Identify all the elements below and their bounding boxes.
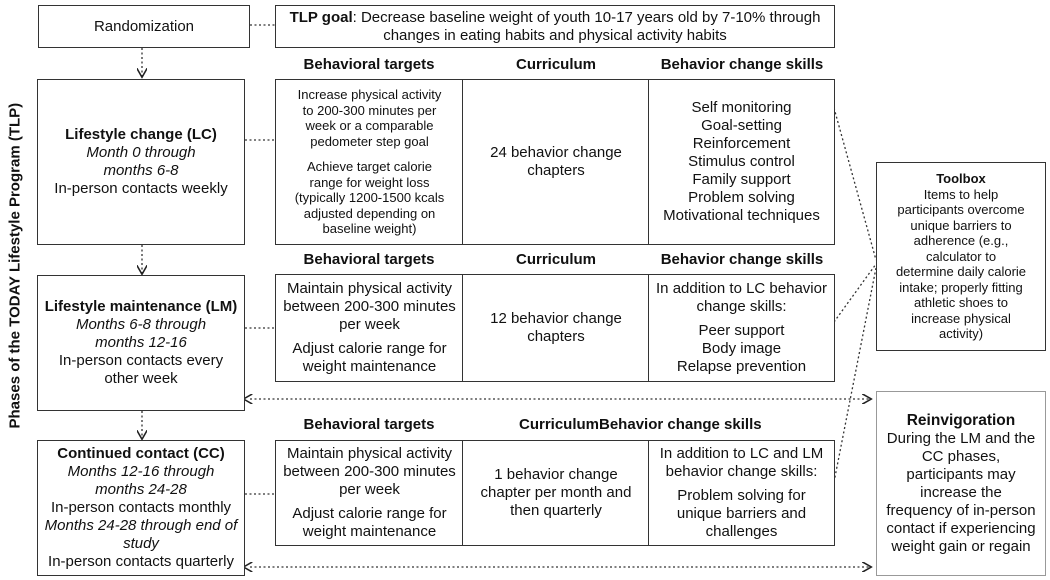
cc-curriculum-line: then quarterly	[510, 502, 602, 519]
lm-skill-item: Relapse prevention	[676, 358, 807, 375]
toolbox-line: participants overcome	[897, 202, 1025, 218]
cc-curriculum-cell	[462, 441, 649, 545]
lm-skill-item: Peer support	[698, 322, 785, 339]
connector-lc-toolbox	[834, 108, 876, 260]
header-targets-lm: Behavioral targets	[303, 251, 435, 268]
reinvigoration-line: CC phases,	[921, 447, 1001, 465]
reinvigoration-box	[876, 391, 1046, 576]
phase-box-cc	[37, 440, 245, 576]
lm-skills-intro: In addition to LC behavior	[656, 280, 827, 297]
goal-line-2: changes in eating habits and physical activity habits	[383, 26, 727, 44]
toolbox-line: unique barriers to	[910, 217, 1012, 233]
lc-curriculum-line: 24 behavior change	[490, 144, 622, 161]
lm-curriculum-line: chapters	[527, 328, 585, 345]
reinvigoration-line: contact if experiencing	[886, 519, 1036, 537]
goal-line-1	[290, 9, 821, 27]
lc-target-1-line: to 200-300 minutes per	[302, 102, 437, 118]
toolbox-line: determine daily calorie	[895, 264, 1027, 280]
cc-targets-cell	[276, 441, 463, 545]
lc-skills-cell	[648, 80, 834, 244]
lc-skill-item: Self monitoring	[691, 99, 792, 116]
lc-target-1-line: week or a comparable	[305, 118, 434, 134]
cc-skills-cell	[648, 441, 834, 545]
lc-time-2: months 6-8	[103, 162, 179, 179]
lc-time-1: Month 0 through	[86, 144, 196, 161]
header-curriculum-lc: Curriculum	[515, 56, 596, 73]
header-curriculum-lm: Curriculum	[515, 251, 596, 268]
cc-skill-item: challenges	[705, 523, 778, 540]
lm-title: Lifestyle maintenance (LM)	[44, 298, 238, 315]
lm-skill-item: Body image	[701, 340, 782, 357]
toolbox-line: athletic shoes to	[914, 295, 1008, 311]
toolbox-line: adherence (e.g.,	[913, 233, 1009, 249]
lc-curriculum-line: chapters	[527, 162, 585, 179]
lm-table	[275, 274, 835, 382]
lc-title: Lifestyle change (LC)	[65, 126, 217, 143]
cc-time-1: Months 12-16 through	[67, 463, 215, 480]
cc-target-line: per week	[339, 481, 400, 498]
lc-target-1-line: Increase physical activity	[297, 87, 442, 103]
header-curriculum-skills-cc: CurriculumBehavior change skills	[519, 416, 762, 433]
lc-target-2-line: (typically 1200-1500 kcals	[294, 190, 445, 206]
lm-target-2-line: Adjust calorie range for	[292, 340, 447, 357]
toolbox-line: calculator to	[925, 248, 997, 264]
cc-time-2: months 24-28	[95, 481, 187, 498]
phase-box-lm	[37, 275, 245, 411]
cc-title: Continued contact (CC)	[57, 445, 225, 462]
lm-target-line: per week	[339, 316, 400, 333]
goal-text: : Decrease baseline weight of youth 10-17 years old by 7-10% through	[352, 8, 821, 26]
lc-contacts: In-person contacts weekly	[54, 180, 228, 197]
lm-time-2: months 12-16	[95, 334, 187, 351]
cc-time-3: Months 24-28 through end of	[44, 517, 238, 534]
phase-box-lc	[37, 79, 245, 245]
cc-skills-intro: behavior change skills:	[665, 463, 818, 480]
reinvigoration-line: frequency of in-person	[886, 501, 1036, 519]
cc-curriculum-line: 1 behavior change	[494, 466, 618, 483]
lm-skills-cell	[648, 275, 834, 381]
header-skills-lc: Behavior change skills	[660, 56, 824, 73]
cc-target-2-line: Adjust calorie range for	[292, 505, 447, 522]
lc-table	[275, 79, 835, 245]
side-title: Phases of the TODAY Lifestyle Program (TLP)	[6, 102, 24, 429]
lc-targets-cell	[276, 80, 463, 244]
reinvigoration-line: weight gain or regain	[891, 537, 1031, 555]
cc-contacts-2: In-person contacts quarterly	[48, 553, 234, 570]
toolbox-title: Toolbox	[936, 171, 986, 187]
cc-time-4: study	[123, 535, 159, 552]
cc-table	[275, 440, 835, 546]
lm-contacts-1: In-person contacts every	[58, 352, 224, 369]
cc-skill-item: Problem solving for	[677, 487, 806, 504]
lm-target-2-line: weight maintenance	[302, 358, 437, 375]
toolbox-line: intake; properly fitting	[899, 279, 1023, 295]
reinvigoration-line: During the LM and the	[886, 429, 1036, 447]
toolbox-line: Items to help	[923, 186, 999, 202]
toolbox-line: activity)	[938, 326, 984, 342]
toolbox-line: increase physical	[911, 310, 1011, 326]
lm-curriculum-line: 12 behavior change	[490, 310, 622, 327]
lm-skills-intro: change skills:	[696, 298, 787, 315]
reinvigoration-title: Reinvigoration	[906, 411, 1016, 429]
lc-skill-item: Problem solving	[688, 189, 795, 206]
lc-target-2-line: range for weight loss	[309, 174, 430, 190]
lm-curriculum-cell	[462, 275, 649, 381]
randomization-box	[38, 5, 250, 48]
cc-target-line: Maintain physical activity	[286, 445, 453, 462]
lc-skill-item: Family support	[692, 171, 791, 188]
reinvigoration-line: increase the	[920, 483, 1002, 501]
lc-skill-item: Motivational techniques	[663, 207, 820, 224]
cc-contacts-1: In-person contacts monthly	[50, 499, 232, 516]
lc-skill-item: Goal-setting	[701, 117, 782, 134]
cc-target-2-line: weight maintenance	[302, 523, 437, 540]
lc-target-2-line: Achieve target calorie	[306, 159, 432, 175]
goal-label: TLP goal	[289, 8, 353, 26]
header-targets-cc: Behavioral targets	[303, 416, 435, 433]
lc-target-2-line: baseline weight)	[322, 221, 417, 237]
cc-skills-intro: In addition to LC and LM	[659, 445, 824, 462]
lm-time-1: Months 6-8 through	[75, 316, 207, 333]
connector-cc-toolbox	[834, 268, 876, 482]
goal-box	[275, 5, 835, 48]
lm-target-line: Maintain physical activity	[286, 280, 453, 297]
header-targets-lc: Behavioral targets	[303, 56, 435, 73]
reinvigoration-line: participants may	[906, 465, 1016, 483]
lm-targets-cell	[276, 275, 463, 381]
header-skills-lm: Behavior change skills	[660, 251, 824, 268]
randomization-label: Randomization	[93, 17, 195, 35]
lm-target-line: between 200-300 minutes	[283, 298, 456, 315]
lc-target-2-line: adjusted depending on	[303, 205, 436, 221]
connector-lm-toolbox	[834, 264, 876, 322]
cc-skill-item: unique barriers and	[676, 505, 807, 522]
lc-curriculum-cell	[462, 80, 649, 244]
cc-target-line: between 200-300 minutes	[283, 463, 456, 480]
cc-curriculum-line: chapter per month and	[480, 484, 632, 501]
lm-contacts-2: other week	[104, 370, 178, 387]
toolbox-box	[876, 162, 1046, 351]
lc-target-1-line: pedometer step goal	[310, 133, 429, 149]
lc-skill-item: Stimulus control	[688, 153, 795, 170]
lc-skill-item: Reinforcement	[692, 135, 791, 152]
